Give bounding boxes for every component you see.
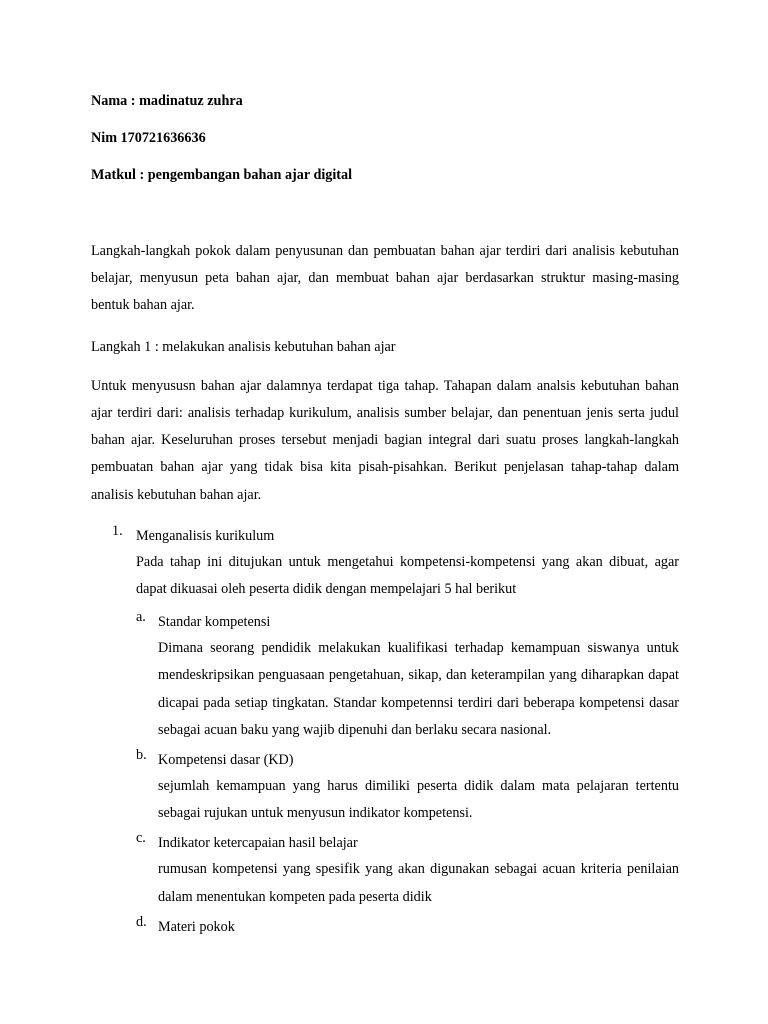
sub-list (136, 609, 679, 940)
step1-paragraph: Untuk menyususn bahan ajar dalamnya terdapat tiga tahap. Tahapan dalam analsis kebutuhan bahan ajar terdiri dari: analisis terhadap kurikulum, analisis sumber belajar, dan penentuan jenis serta judul bahan ajar. Keseluruhan proses tersebut menjadi bagian integral dari suatu proses langkah-langkah pembuatan bahan ajar yang tidak bisa kita pisah-pisahkan. Berikut penjelasan tahap-tahap dalam analisis kebutuhan bahan ajar. (91, 377, 679, 503)
sub-item-body: rumusan kompetensi yang spesifik yang akan digunakan sebagai acuan kriteria penilaian dalam menentukan kompeten pada peserta didik (158, 861, 679, 905)
sub-item-d (136, 914, 679, 940)
sub-letter: d. (136, 913, 147, 930)
sub-item-body: Dimana seorang pendidik melakukan kualifikasi terhadap kemampuan siswanya untuk mendeskripsikan penguasaan pengetahuan, sikap, dan keterampilan yang diharapkan dapat dicapai pada setiap tingkatan. Standar kompetennsi terdiri dari beberapa kompetensi dasar sebagai acuan baku yang wajib dipenuhi dan berlaku secara nasional. (158, 640, 679, 738)
sub-letter: a. (136, 609, 146, 626)
sub-item-title: Indikator ketercapaian hasil belajar (158, 835, 358, 852)
step1-title: Langkah 1 : melakukan analisis kebutuhan bahan ajar (91, 338, 396, 355)
student-name: Nama : madinatuz zuhra (91, 93, 243, 109)
sub-item-b (136, 747, 679, 827)
sub-letter: c. (136, 830, 146, 847)
document-page (91, 88, 679, 943)
sub-letter: b. (136, 747, 147, 764)
course-name: Matkul : pengembangan bahan ajar digital (91, 167, 353, 183)
sub-item-c (136, 830, 679, 910)
student-nim: Nim 170721636636 (91, 130, 206, 146)
sub-item-title: Kompetensi dasar (KD) (158, 752, 294, 769)
list-item-title: Menganalisis kurikulum (136, 527, 275, 544)
list-item-body: Pada tahap ini ditujukan untuk mengetahui kompetensi-kompetensi yang akan dibuat, agar dapat dikuasai oleh peserta didik dengan mempelajari 5 hal berikut (136, 553, 679, 598)
list-item-1 (91, 523, 679, 940)
sub-item-title: Materi pokok (158, 918, 235, 935)
sub-item-title: Standar kompetensi (158, 614, 271, 631)
spacer (91, 199, 679, 238)
sub-item-body: sejumlah kemampuan yang harus dimiliki peserta didik dalam mata pelajaran tertentu sebagai rujukan untuk menyusun indikator kompetensi. (158, 778, 679, 822)
intro-paragraph: Langkah-langkah pokok dalam penyusunan dan pembuatan bahan ajar terdiri dari analisis kebutuhan belajar, menyusun peta bahan ajar, dan membuat bahan ajar berdasarkan struktur masing-masing bentuk bahan ajar. (91, 243, 679, 314)
list-number: 1. (112, 522, 123, 539)
sub-item-a (136, 609, 679, 744)
numbered-list (91, 523, 679, 940)
